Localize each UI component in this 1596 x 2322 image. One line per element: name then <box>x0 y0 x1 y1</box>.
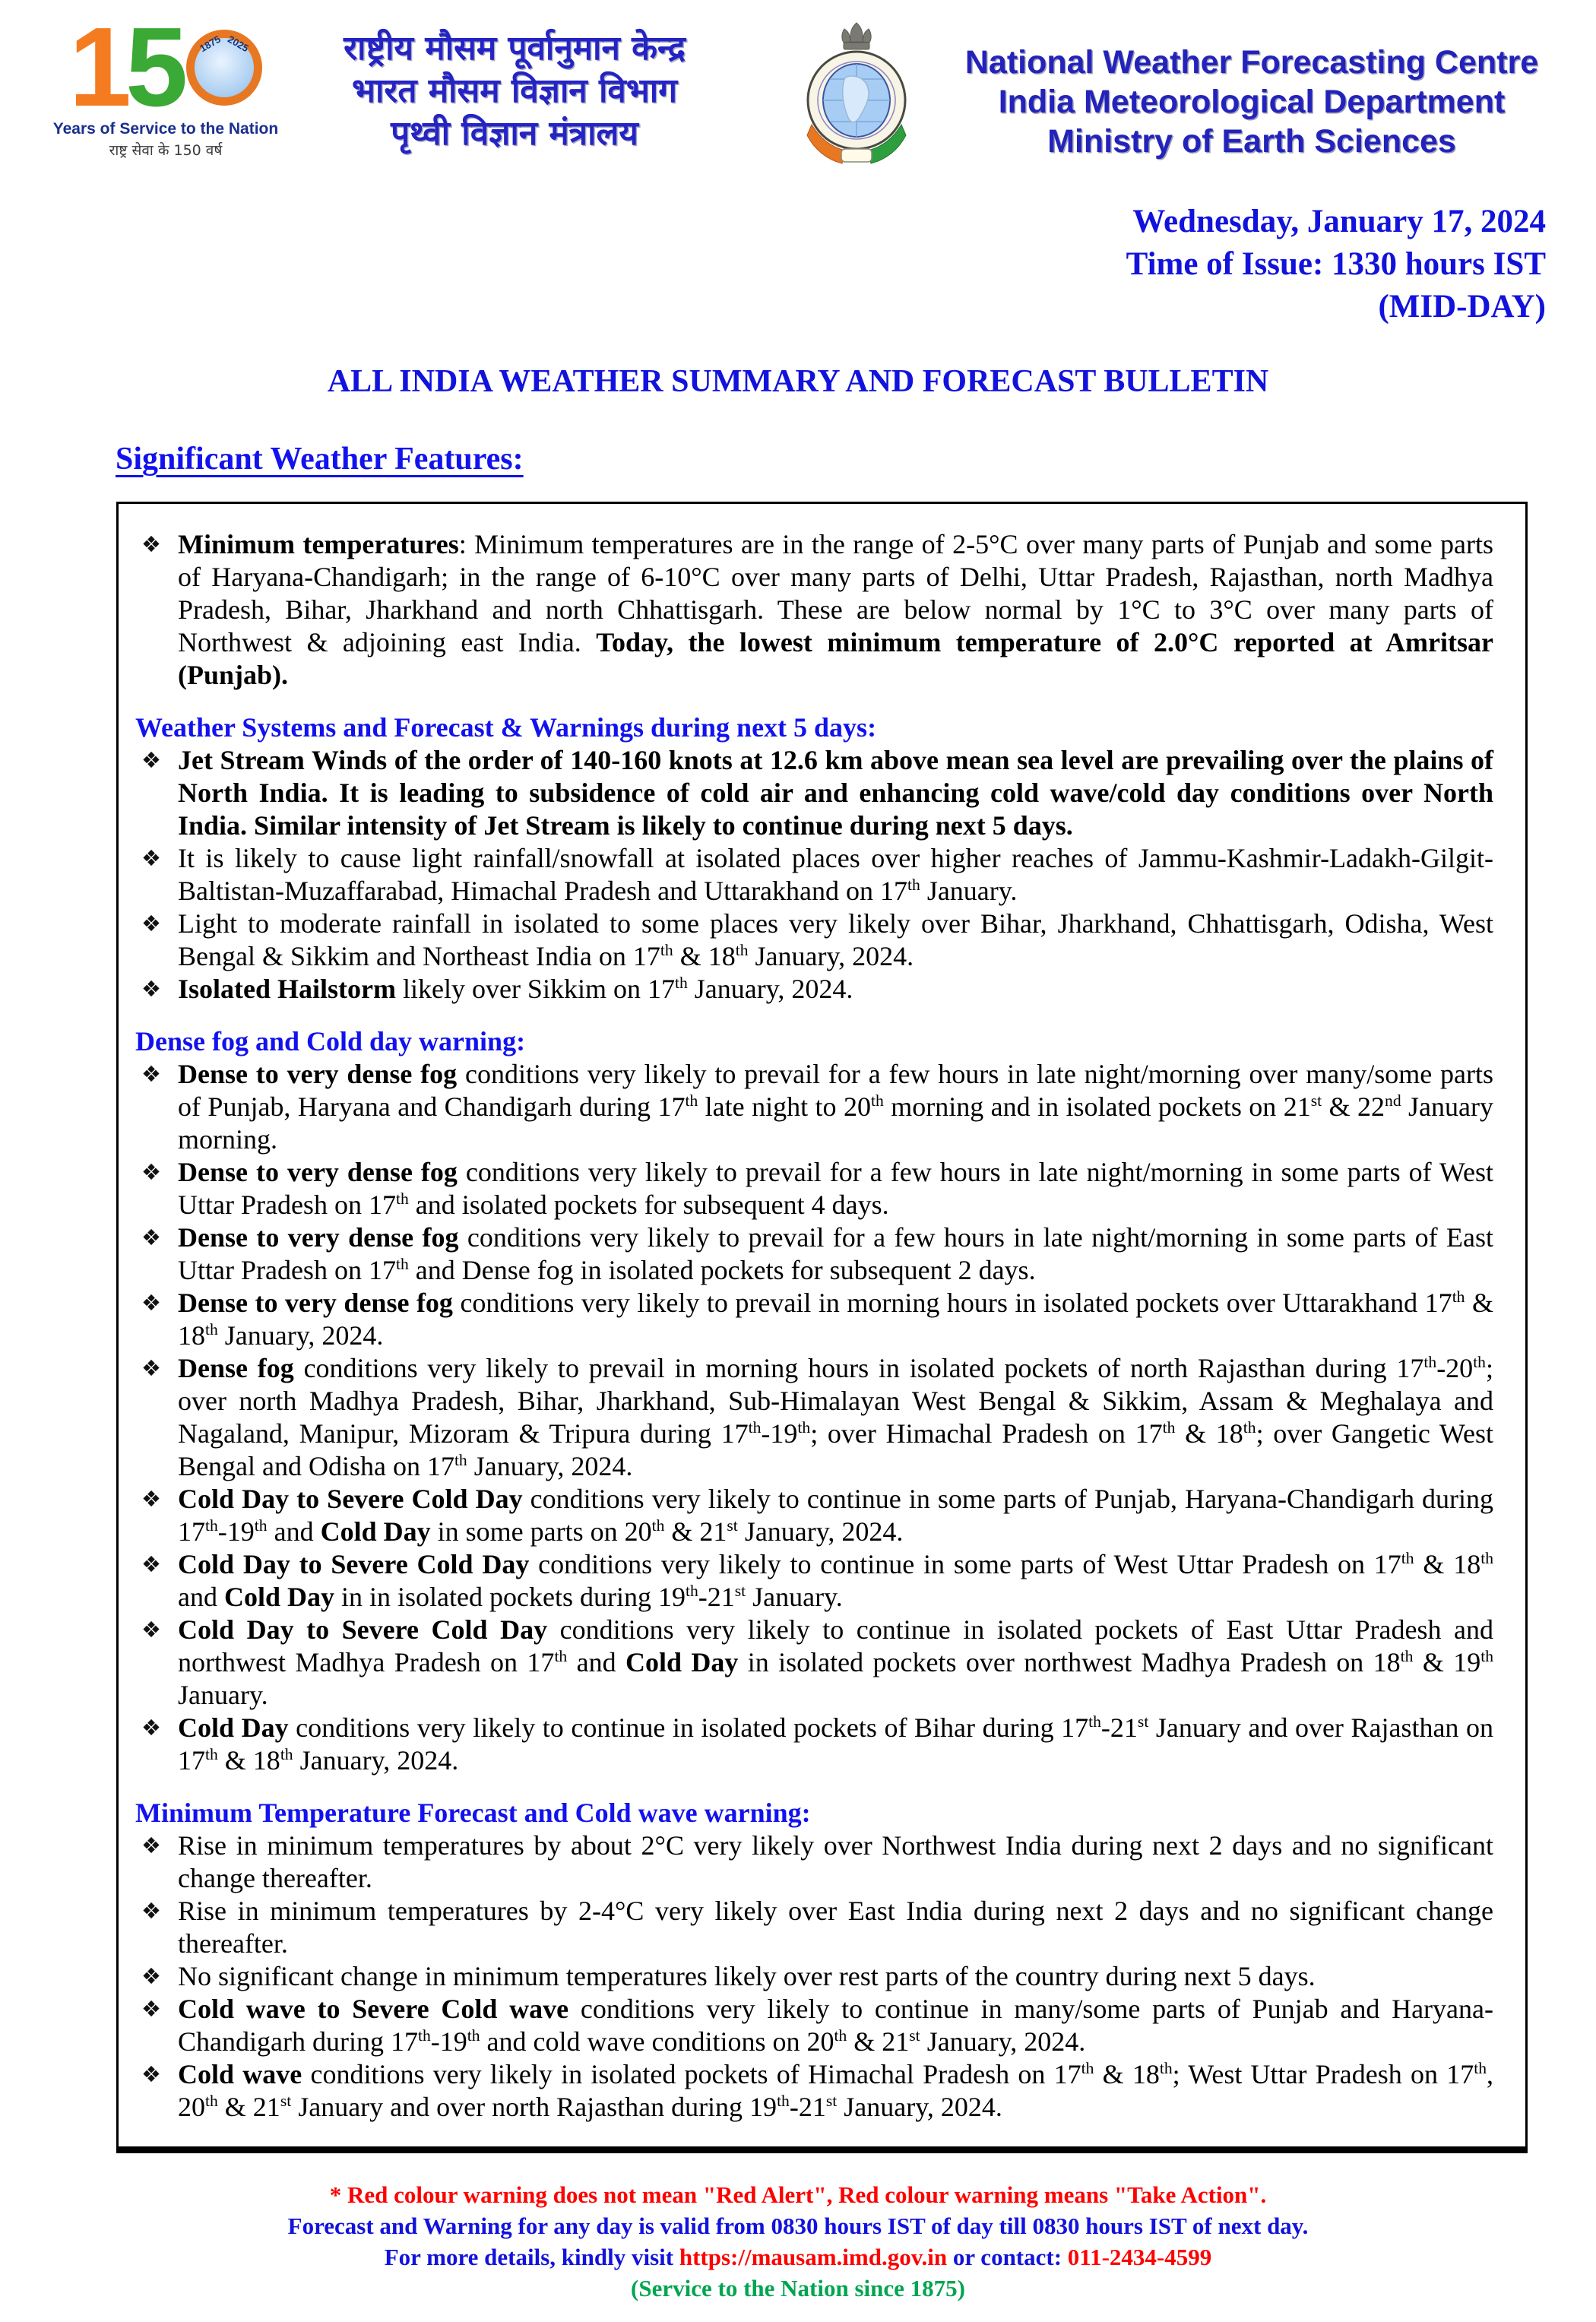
bullet-icon: ❖ <box>141 1061 161 1087</box>
footer-contact-label: or contact: <box>947 2244 1068 2270</box>
footer-red-note: * Red colour warning does not mean "Red Alert", Red colour warning means "Take Action". <box>329 2181 1267 2208</box>
logo-year-end: 2025 <box>226 33 252 55</box>
bullet-text: Light to moderate rainfall in isolated to some places very likely over Bihar, Jharkhand, Chhattisgarh, Odisha, West Bengal & Sikkim and Northeast India on 17th & 18th January, 2024. <box>178 908 1493 971</box>
org-name-english <box>930 20 1573 161</box>
bullet-item <box>135 1483 1493 1548</box>
footer-contact-line <box>0 2241 1596 2273</box>
bullet-text: Dense to very dense fog conditions very likely to prevail for a few hours in late night/morning in some parts of West Uttar Pradesh on 17th and isolated pockets for subsequent 4 days. <box>178 1157 1494 1220</box>
bullet-item <box>135 908 1493 973</box>
bullet-icon: ❖ <box>141 1290 161 1316</box>
bullet-item <box>135 1058 1493 1156</box>
box-section-heading: Dense fog and Cold day warning: <box>135 1026 526 1056</box>
bullet-text: Dense to very dense fog conditions very likely to prevail for a few hours in late night/morning in some parts of East Uttar Pradesh on 17th and Dense fog in isolated pockets for subsequent 2 days. <box>178 1222 1494 1285</box>
bullet-text: Cold wave to Severe Cold wave conditions very likely to continue in many/some parts of Punjab and Haryana-Chandigarh during 17th-19th and cold wave conditions on 20th & 21st January, 2024. <box>178 1994 1493 2057</box>
bullet-text: Cold Day conditions very likely to continue in isolated pockets of Bihar during 17th-21st January and over Rajasthan on 17th & 18th January, 2024. <box>178 1712 1493 1776</box>
bullet-icon: ❖ <box>141 1551 161 1577</box>
bulletin-title: ALL INDIA WEATHER SUMMARY AND FORECAST BULLETIN <box>327 364 1269 399</box>
box-section-heading: Weather Systems and Forecast & Warnings during next 5 days: <box>135 712 877 743</box>
bullet-icon: ❖ <box>141 976 161 1002</box>
bullet-icon: ❖ <box>141 911 161 936</box>
bullet-text: Cold Day to Severe Cold Day conditions very likely to continue in some parts of West Uttar Pradesh on 17th & 18th and Cold Day in in isolated pockets during 19th-21st January. <box>178 1549 1493 1612</box>
org-hindi-line-1: राष्ट्रीय मौसम पूर्वानुमान केन्द्र <box>344 29 686 68</box>
bullet-text: Rise in minimum temperatures by 2-4°C very likely over East India during next 2 days and no significant change thereafter. <box>178 1896 1493 1959</box>
bullet-item <box>135 842 1493 908</box>
logo-year-start: 1875 <box>198 33 223 55</box>
bullet-icon: ❖ <box>141 2061 161 2087</box>
bullet-text: Cold wave conditions very likely in isolated pockets of Himachal Pradesh on 17th & 18th; West Uttar Pradesh on 17th, 20th & 21st January and over north Rajasthan during 19th-21st January, 2024. <box>178 2059 1493 2122</box>
bullet-item <box>135 1614 1493 1712</box>
bullet-item <box>135 744 1493 842</box>
bullet-icon: ❖ <box>141 1715 161 1741</box>
org-english-line-3: Ministry of Earth Sciences <box>1047 123 1456 160</box>
bullet-item <box>135 1960 1493 1993</box>
bullet-item <box>135 1829 1493 1895</box>
logo-digit-5: 5 <box>125 5 184 130</box>
footer <box>0 2179 1596 2322</box>
bullet-item <box>135 2058 1493 2124</box>
footer-details-prefix: For more details, kindly visit <box>384 2244 679 2270</box>
box-section-heading: Minimum Temperature Forecast and Cold wave warning: <box>135 1798 811 1828</box>
issue-session: (MID-DAY) <box>1378 289 1546 325</box>
bullet-item <box>135 1287 1493 1352</box>
org-hindi-line-3: पृथ्वी विज्ञान मंत्रालय <box>391 114 638 153</box>
bullet-icon: ❖ <box>141 1963 161 1989</box>
bullet-text: Cold Day to Severe Cold Day conditions very likely to continue in isolated pockets of East Uttar Pradesh and northwest Madhya Pradesh on 17th and Cold Day in isolated pockets over northwest Madhya Pradesh on 18th & 19th January. <box>178 1614 1493 1710</box>
bullet-icon: ❖ <box>141 531 161 557</box>
bullet-text: Dense to very dense fog conditions very likely to prevail in morning hours in isolated pockets over Uttarakhand 17th & 18th January, 2024. <box>178 1288 1493 1351</box>
bullet-item <box>135 1993 1493 2058</box>
bullet-item <box>135 1156 1493 1221</box>
weather-features-box <box>116 502 1528 2153</box>
bullet-icon: ❖ <box>141 1355 161 1381</box>
imd-150-years-logo <box>44 5 287 160</box>
bullet-icon: ❖ <box>141 1159 161 1185</box>
bullet-text: Minimum temperatures: Minimum temperatures are in the range of 2-5°C over many parts of Punjab and some parts of Haryana-Chandigarh; in the range of 6-10°C over many parts of Delhi, Uttar Pradesh, Rajasthan, north Madhya Pradesh, Bihar, Jharkhand and north Chhattisgarh. These are below normal by 1°C to 3°C over many parts of Northwest & adjoining east India. Today, the lowest minimum temperature of 2.0°C reported at Amritsar (Punjab). <box>178 529 1494 690</box>
bullet-text: Dense fog conditions very likely to prevail in morning hours in isolated pockets of north Rajasthan during 17th-20th; over north Madhya Pradesh, Bihar, Jharkhand, Sub-Himalayan West Bengal & Sikkim, Assam & Meghalaya and Nagaland, Manipur, Mizoram & Tripura during 17th-19th; over Himachal Pradesh on 17th & 18th; over Gangetic West Bengal and Odisha on 17th January, 2024. <box>178 1353 1493 1481</box>
bullet-icon: ❖ <box>141 1833 161 1858</box>
issue-info <box>0 201 1596 328</box>
footer-validity-note: Forecast and Warning for any day is valid from 0830 hours IST of day till 0830 hours IST of next day. <box>287 2213 1309 2239</box>
org-name-hindi <box>313 20 716 155</box>
logo-caption-hindi: राष्ट्र सेवा के 150 वर्ष <box>109 142 223 159</box>
bullet-icon: ❖ <box>141 747 161 773</box>
logo-caption-english: Years of Service to the Nation <box>52 120 279 138</box>
bullet-item <box>135 1221 1493 1287</box>
bullet-icon: ❖ <box>141 845 161 871</box>
significant-weather-heading: Significant Weather Features: <box>116 442 524 477</box>
footer-phone-number: 011-2434-4599 <box>1067 2244 1212 2270</box>
bullet-icon: ❖ <box>141 1996 161 2022</box>
bullet-item <box>135 1352 1493 1483</box>
bullet-text: It is likely to cause light rainfall/snowfall at isolated places over higher reaches of Jammu-Kashmir-Ladakh-Gilgit-Baltistan-Muzaffarabad, Himachal Pradesh and Uttarakhand on 17th January. <box>178 843 1493 906</box>
masthead <box>0 0 1596 182</box>
footer-service-note: (Service to the Nation since 1875) <box>631 2275 965 2301</box>
bullet-text: Dense to very dense fog conditions very likely to prevail for a few hours in late night/morning over many/some parts of Punjab, Haryana and Chandigarh during 17th late night to 20th morning and in isolated pockets on 21st & 22nd January morning. <box>178 1059 1493 1155</box>
bullet-item <box>135 528 1493 692</box>
globe-icon <box>186 30 262 106</box>
issue-date: Wednesday, January 17, 2024 <box>1132 204 1546 239</box>
bullet-text: Jet Stream Winds of the order of 140-160 knots at 12.6 km above mean sea level are prevailing over the plains of North India. It is leading to subsidence of cold air and enhancing cold wave/cold day conditions over North India. Similar intensity of Jet Stream is likely to continue during next 5 days. <box>178 745 1493 841</box>
bullet-item <box>135 1712 1493 1777</box>
bullet-icon: ❖ <box>141 1224 161 1250</box>
bullet-text: Cold Day to Severe Cold Day conditions very likely to continue in some parts of Punjab, Haryana-Chandigarh during 17th-19th and Cold Day in some parts on 20th & 21st January, 2024. <box>178 1484 1493 1547</box>
bullet-icon: ❖ <box>141 1486 161 1512</box>
bullet-text: Isolated Hailstorm likely over Sikkim on 17th January, 2024. <box>178 974 853 1004</box>
bullet-text: No significant change in minimum temperatures likely over rest parts of the country during next 5 days. <box>178 1961 1316 1991</box>
imd-emblem-icon <box>800 21 914 177</box>
org-hindi-line-2: भारत मौसम विज्ञान विभाग <box>352 71 677 110</box>
logo-digit-1: 1 <box>68 5 127 130</box>
issue-time: Time of Issue: 1330 hours IST <box>1126 246 1546 282</box>
bullet-item <box>135 1895 1493 1960</box>
bullet-text: Rise in minimum temperatures by about 2°C very likely over Northwest India during next 2 days and no significant change thereafter. <box>178 1830 1493 1893</box>
bullet-icon: ❖ <box>141 1617 161 1643</box>
mausam-website-link[interactable]: https://mausam.imd.gov.in <box>679 2244 948 2270</box>
org-english-line-1: National Weather Forecasting Centre <box>964 44 1539 81</box>
bullet-item <box>135 1548 1493 1614</box>
org-english-line-2: India Meteorological Department <box>998 84 1506 120</box>
bullet-icon: ❖ <box>141 1898 161 1924</box>
bullet-item <box>135 973 1493 1006</box>
